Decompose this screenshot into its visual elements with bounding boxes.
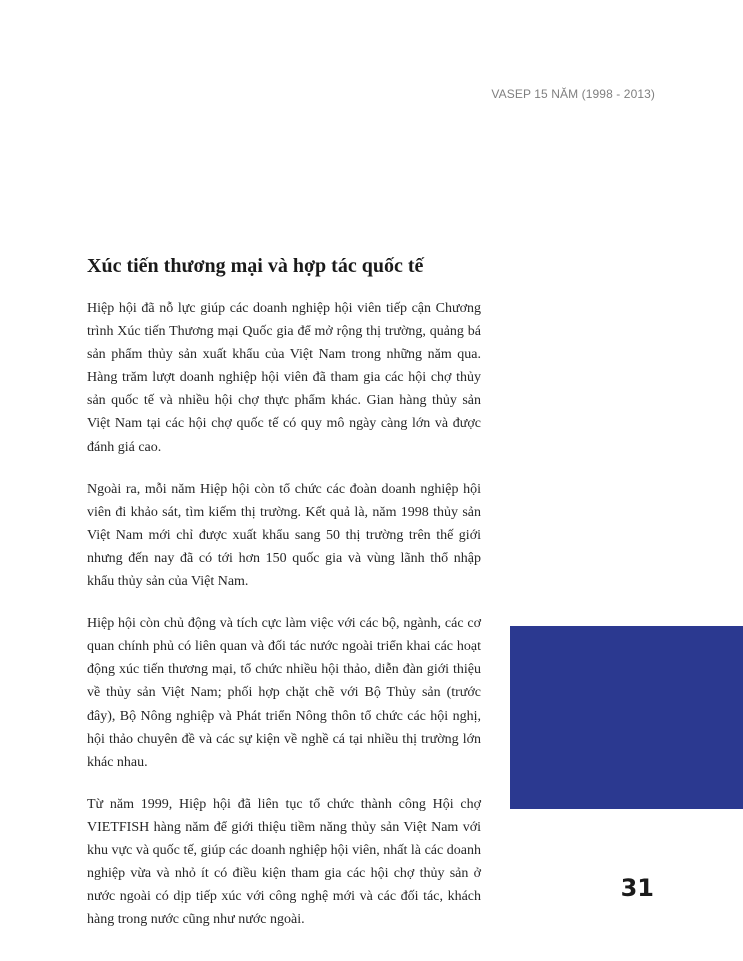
paragraph-2: Ngoài ra, mỗi năm Hiệp hội còn tổ chức các đoàn doanh nghiệp hội viên đi khảo sát, tìm kiếm thị trường. Kết quả là, năm 1998 thủy sản Việt Nam mới chỉ được xuất khẩu sang 50 thị trường trên thế giới nhưng đến nay đã có tới hơn 150 quốc gia và vùng lãnh thổ nhập khẩu thủy sản của Việt Nam. [87, 481, 481, 590]
body-text [87, 297, 481, 950]
paragraph-1: Hiệp hội đã nỗ lực giúp các doanh nghiệp hội viên tiếp cận Chương trình Xúc tiến Thương mại Quốc gia để mở rộng thị trường, quảng bá sản phẩm thủy sản xuất khẩu của Việt Nam trong những năm qua. Hàng trăm lượt doanh nghiệp hội viên đã tham gia các hội chợ thủy sản quốc tế và nhiều hội chợ thực phẩm khác. Gian hàng thủy sản Việt Nam tại các hội chợ quốc tế có quy mô ngày càng lớn và được đánh giá cao. [87, 301, 481, 455]
running-header: VASEP 15 NĂM (1998 - 2013) [491, 87, 655, 101]
page-number: 31 [620, 874, 654, 902]
paragraph-3: Hiệp hội còn chủ động và tích cực làm việc với các bộ, ngành, các cơ quan chính phủ có liên quan và đối tác nước ngoài triển khai các hoạt động xúc tiến thương mại, tổ chức nhiều hội thảo, diễn đàn giới thiệu về thủy sản Việt Nam; phối hợp chặt chẽ với Bộ Thủy sản (trước đây), Bộ Nông nghiệp và Phát triển Nông thôn tổ chức các hội nghị, hội thảo chuyên đề và các sự kiện về nghề cá tại nhiều thị trường lớn khác nhau. [87, 616, 481, 770]
section-title: Xúc tiến thương mại và hợp tác quốc tế [87, 255, 424, 277]
decorative-blue-block [510, 626, 743, 809]
paragraph-4: Từ năm 1999, Hiệp hội đã liên tục tổ chức thành công Hội chợ VIETFISH hàng năm để giới thiệu tiềm năng thủy sản Việt Nam với khu vực và quốc tế, giúp các doanh nghiệp hội viên, nhất là các doanh nghiệp vừa và nhỏ ít có điều kiện tham gia các hội chợ thủy sản ở nước ngoài có dịp tiếp xúc với công nghệ mới và các đối tác, khách hàng trong nước cũng như nước ngoài. [87, 796, 481, 928]
